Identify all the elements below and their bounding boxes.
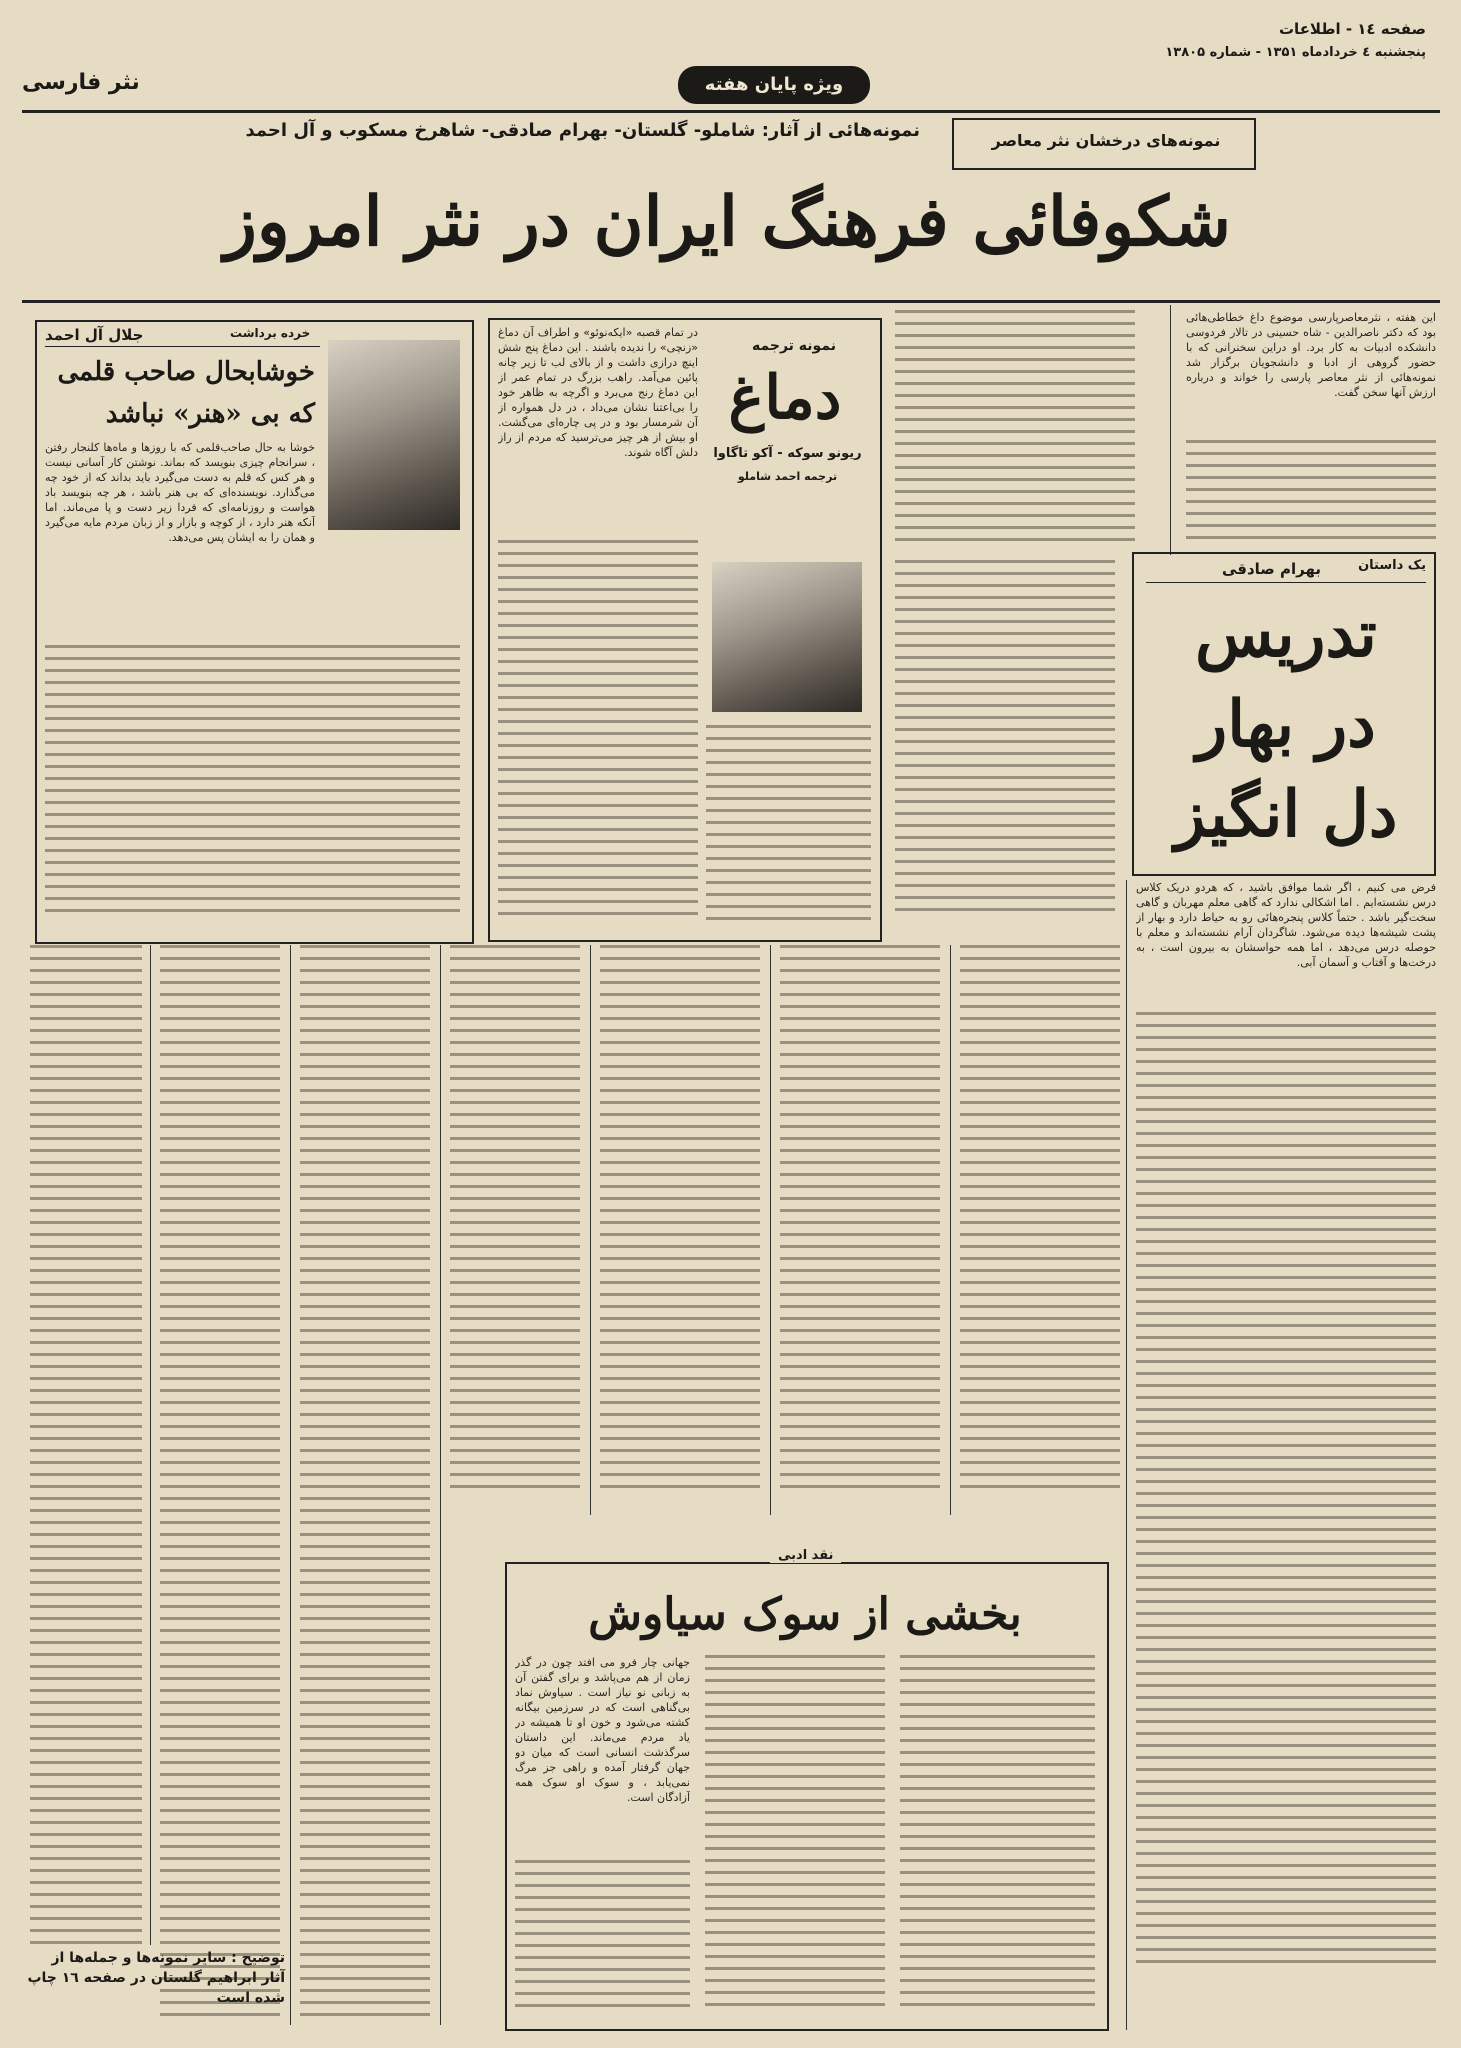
jalal-photo [328, 340, 460, 530]
jalal-kicker: خرده برداشت [230, 326, 311, 340]
damagh-body-fill [498, 540, 698, 930]
damagh-body-fill-2 [706, 725, 871, 930]
body-col-d [450, 945, 580, 1515]
col-rule-8 [150, 945, 151, 1945]
tadris-author: بهرام صادقی [1221, 560, 1321, 578]
body-col-e [300, 945, 430, 2025]
body-col-c [600, 945, 760, 1515]
tadris-title-3: دل انگیز [1174, 777, 1398, 852]
siavash-kicker: نقد ادبی [770, 1548, 841, 1563]
col-rule-7 [290, 945, 291, 2025]
damagh-translator: ترجمه احمد شاملو [737, 470, 838, 483]
damagh-title: دماغ [728, 363, 842, 433]
date-line: پنجشنبه ٤ خردادماه ۱۳۵۱ - شماره ۱۳۸۰۵ [1165, 45, 1426, 60]
jalal-title-1: خوشابحال صاحب قلمی [57, 357, 315, 387]
intro-col-2 [895, 310, 1135, 550]
tadris-title-2: در بهار [1196, 687, 1376, 762]
col-rule-3 [950, 945, 951, 1515]
intro-text: این هفته ، نثرمعاصرپارسی موضوع داغ خطاطی‌هائی بود که دکتر ناصرالدین - شاه حسینی در تالار فردوسی دانشکده ادبیات به کار برد. او دراین سخنرانی که با حضور گروهی از ادبا و دانشجویان برگزار شد نمونه‌هائی از نثر معاصر پارسی را خواند و درباره ارزش آنها سخن گفت. [1186, 311, 1436, 399]
jalal-body-fill [45, 645, 460, 930]
damagh-kicker: نمونه ترجمه [752, 338, 836, 354]
siavash-body-fill-3 [900, 1655, 1095, 2015]
page-label: صفحه ۱٤ - اطلاعات [1278, 20, 1426, 38]
weekend-banner: ویژه پایان هفته [678, 66, 870, 104]
section-name: نثر فارسی [22, 70, 140, 95]
siavash-title: بخشی از سوک سیاوش [588, 1589, 1022, 1640]
col-rule-1 [1170, 305, 1171, 555]
damagh-author: ریونو سوکه - آکو تاگاوا [713, 446, 862, 461]
tadris-rule [1146, 582, 1426, 583]
footnote-label: توضیح : [231, 1950, 285, 1966]
headline-rule [22, 300, 1440, 303]
body-col-a [960, 945, 1120, 1515]
tadris-body-fill-1 [1136, 1012, 1436, 2022]
siavash-body-fill-2 [705, 1655, 885, 2015]
shamlu-photo [712, 562, 862, 712]
intro-text-fill [1186, 440, 1436, 550]
body-col-f [160, 945, 280, 2025]
footnote-text: سایر نمونه‌ها و جمله‌ها از آثار ابراهیم گلستان در صفحه ۱٦ چاپ شده است [27, 1950, 285, 2006]
jalal-rule [45, 346, 320, 347]
body-col-b [780, 945, 940, 1515]
mid-col-top [895, 560, 1115, 930]
siavash-body: جهانی چار فرو می افتد چون در گذر زمان از هم می‌پاشد و برای گفتن آن به زبانی نو نیاز است . سیاوش نماد بی‌گناهی است که در سرزمین بیگانه کشته می‌شود و خون او تا همیشه در یاد مردم می‌ماند. این داستان سرگذشت انسانی است که میان دو جهان گرفتار آمده و راهی جز مرگ نمی‌یابد ، و سوک او سوک همه آزادگان است. [515, 1656, 690, 1804]
body-col-g [30, 945, 142, 1945]
siavash-body-fill-1 [515, 1860, 690, 2015]
col-rule-6 [440, 945, 441, 2025]
tadris-title-1: تدریس [1195, 597, 1377, 672]
main-kicker: نمونه‌های درخشان نثر معاصر [991, 131, 1221, 150]
damagh-body: در تمام قصبه «ایکه‌نوئو» و اطراف آن دماغ «زنچی» را ندیده باشند . این دماغ پنج شش اینچ درازی داشت و از بالای لب تا زیر چانه پائین می‌آمد. راهب بزرگ در تمام عمر از این دماغ رنج می‌برد و اگرچه به ظاهر خود را بی‌اعتنا نشان می‌داد ، در دل همواره از آن شرمسار بود و در پی چاره‌ای می‌گشت. او بیش از هر چیز می‌ترسید که مردم از راز دلش آگاه شوند. [498, 326, 698, 459]
footnote [25, 1948, 285, 2008]
main-headline: شکوفائی فرهنگ ایران در نثر امروز [224, 182, 1231, 262]
col-rule-4 [770, 945, 771, 1515]
col-rule-2 [1126, 880, 1127, 2030]
jalal-author: جلال آل احمد [45, 326, 144, 344]
jalal-body: خوشا به حال صاحب‌قلمی که با روزها و ماه‌ها کلنجار رفتن ، سرانجام چیزی بنویسد که بماند. نوشتن کار آسانی نیست و هر کس که قلم به دست می‌گیرد باید بداند که از خود چه می‌گذارد. نویسنده‌ای که بی هنر باشد ، هر چه بنویسد باد هواست و روزنامه‌ای که فردا زیر دست و پا می‌ماند. اما آنکه هنر دارد ، از کوچه و بازار و از زبان مردم مایه می‌گیرد و همان را به ایشان پس می‌دهد. [45, 441, 315, 544]
main-subhead: نمونه‌هائی از آثار: شاملو- گلستان- بهرام صادقی- شاهرخ مسکوب و آل احمد [245, 120, 920, 141]
tadris-kicker: یک داستان [1358, 558, 1426, 573]
header-rule [22, 110, 1440, 113]
tadris-body: فرض می کنیم ، اگر شما موافق باشید ، که هردو دریک کلاس درس نشسته‌ایم . اما اشکالی ندارد که گاهی معلم مهربان و گاهی سخت‌گیر باشد . حتماً کلاس پنجره‌هائی رو به حیاط دارد و بهار از پشت شیشه‌ها دیده می‌شود. شاگردان آرام نشسته‌اند و معلم با حوصله درس می‌دهد ، اما همه حواسشان به بیرون است ، به درخت‌ها و آفتاب و آسمان آبی. [1136, 881, 1436, 969]
jalal-title-2: که بی «هنر» نباشد [105, 399, 315, 429]
col-rule-5 [590, 945, 591, 1515]
